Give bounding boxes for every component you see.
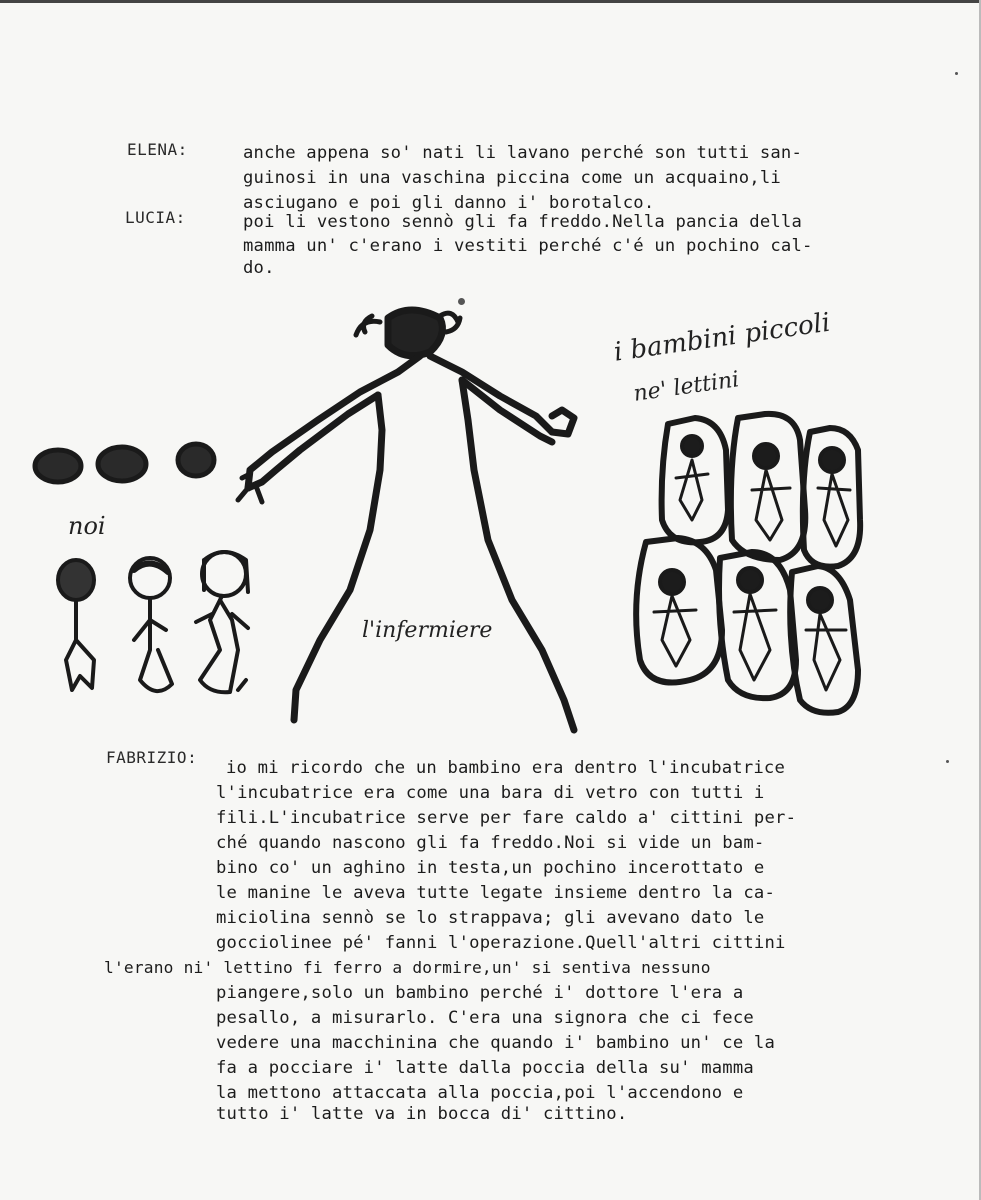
cribs-babies xyxy=(636,414,860,713)
fabrizio-line-3: fili.L'incubatrice serve per fare caldo a' cittini per- xyxy=(216,808,797,828)
fabrizio-line-1: io mi ricordo che un bambino era dentro l'incubatrice xyxy=(226,758,786,778)
elena-line-2: guinosi in una vaschina piccina come un acquaino,li xyxy=(243,168,781,188)
fabrizio-line-4: ché quando nascono gli fa freddo.Noi si vide un bam- xyxy=(216,833,765,853)
speaker-fabrizio: FABRIZIO: xyxy=(106,748,198,767)
caption-nurse: l'infermiere xyxy=(362,618,493,643)
fabrizio-line-11: pesallo, a misurarlo. C'era una signora che ci fece xyxy=(216,1008,754,1028)
fabrizio-line-9: l'erano ni' lettino fi ferro a dormire,un' si sentiva nessuno xyxy=(104,958,711,977)
fabrizio-line-10: piangere,solo un bambino perché i' dottore l'era a xyxy=(216,983,744,1003)
fabrizio-line-13: fa a pocciare i' latte dalla poccia della su' mamma xyxy=(216,1058,754,1078)
fabrizio-line-14: la mettono attaccata alla poccia,poi l'accendono e xyxy=(216,1083,744,1103)
fabrizio-line-6: le manine le aveva tutte legate insieme dentro la ca- xyxy=(216,883,776,903)
ink-speck xyxy=(946,760,949,763)
elena-line-3: asciugano e poi gli danno i' borotalco. xyxy=(243,193,655,213)
elena-line-1: anche appena so' nati li lavano perché son tutti san- xyxy=(243,143,803,163)
fabrizio-line-2: l'incubatrice era come una bara di vetro con tutti i xyxy=(216,783,765,803)
fabrizio-line-8: gocciolinee pé' fanni l'operazione.Quell'altri cittini xyxy=(216,933,786,953)
speaker-lucia: LUCIA: xyxy=(125,208,186,227)
three-heads xyxy=(35,444,214,482)
lucia-line-3: do. xyxy=(243,258,275,278)
fabrizio-line-12: vedere una macchinina che quando i' bambino un' ce la xyxy=(216,1033,776,1053)
caption-babies-line-1: i bambini piccoli xyxy=(612,307,833,368)
ink-speck xyxy=(458,298,465,305)
nurse-figure xyxy=(238,310,574,730)
fabrizio-line-7: miciolina sennò se lo strappava; gli avevano dato le xyxy=(216,908,765,928)
lucia-line-2: mamma un' c'erano i vestiti perché c'é un pochino cal- xyxy=(243,236,813,256)
fabrizio-line-15: tutto i' latte va in bocca di' cittino. xyxy=(216,1104,628,1124)
three-kids xyxy=(58,552,248,692)
speaker-elena: ELENA: xyxy=(127,140,188,159)
fabrizio-line-5: bino co' un aghino in testa,un pochino incerottato e xyxy=(216,858,765,878)
lucia-line-1: poi li vestono sennò gli fa freddo.Nella pancia della xyxy=(243,212,803,232)
ink-speck xyxy=(955,72,958,75)
caption-noi: noi xyxy=(68,512,106,540)
caption-babies-line-2: ne' lettini xyxy=(632,367,741,407)
